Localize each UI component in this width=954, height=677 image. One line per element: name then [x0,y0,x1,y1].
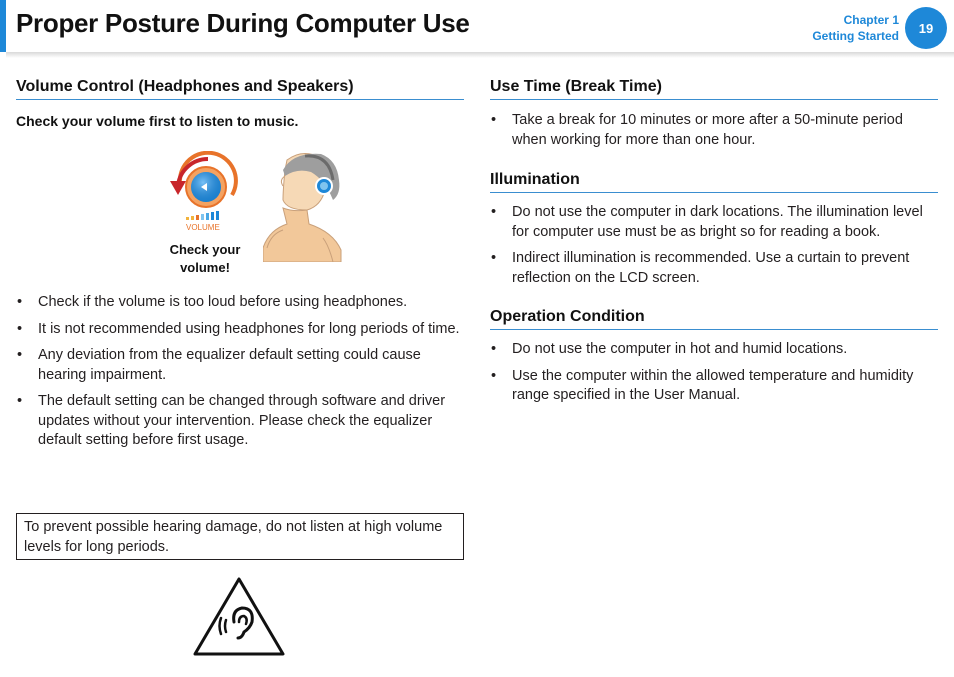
list-item: • Do not use the computer in hot and humid locations. [491,341,848,357]
section-heading-illumination: Illumination [490,171,938,193]
caption-line-2: volume! [180,260,230,275]
section-heading-break-time: Use Time (Break Time) [490,78,938,100]
right-column [490,78,938,413]
volume-bullet-list [16,293,464,451]
operation-condition-list [490,340,938,406]
left-column [16,78,464,458]
chapter-section: Getting Started [812,29,899,43]
volume-illustration [16,147,464,283]
header-divider [6,52,954,58]
chapter-info [812,12,899,44]
illumination-list [490,203,938,288]
list-item: • It is not recommended using headphones for long periods of time. [17,320,460,337]
list-item: • Check if the volume is too loud before using headphones. [17,294,408,310]
break-time-list [490,111,938,150]
list-item: • Take a break for 10 minutes or more after a 50-minute period when working for more than one hour. [491,112,903,148]
list-item: • Any deviation from the equalizer default setting could cause hearing impairment. [17,347,421,383]
volume-lead: Check your volume first to listen to music. [16,113,299,129]
list-item: • Do not use the computer in dark locations. The illumination level for computer use must be as bright so for reading a book. [491,204,923,240]
illustration-caption [162,241,248,277]
list-item: • The default setting can be changed through software and driver updates without your intervention. Please check the equalizer default setting before first usage. [17,393,446,448]
section-heading-volume: Volume Control (Headphones and Speakers) [16,78,464,100]
headphone-user-icon [263,150,343,262]
hearing-warning-icon [192,576,286,658]
caption-line-1: Check your [169,242,241,257]
header-accent-bar [0,0,6,52]
list-item: • Indirect illumination is recommended. Use a curtain to prevent reflection on the LCD screen. [491,250,910,286]
chapter-label: Chapter 1 [843,13,899,27]
list-item: • Use the computer within the allowed temperature and humidity range specified in the User Manual. [491,367,914,403]
hearing-warning-box: To prevent possible hearing damage, do not listen at high volume levels for long periods. [16,513,464,560]
volume-knob-icon [168,151,256,231]
page-title: Proper Posture During Computer Use [16,8,470,38]
page-number-badge: 19 [905,7,947,49]
knob-label: VOLUME [186,223,220,231]
section-heading-operation-condition: Operation Condition [490,308,938,330]
